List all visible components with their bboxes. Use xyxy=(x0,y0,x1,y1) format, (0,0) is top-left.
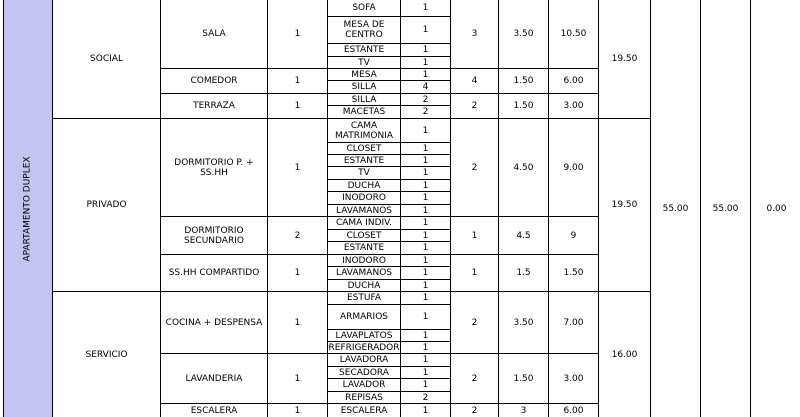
furniture-qty[interactable]: 1 xyxy=(400,142,451,155)
furniture-item[interactable]: SILLA xyxy=(327,80,401,94)
furniture-qty[interactable]: 1 xyxy=(400,291,451,305)
space-name[interactable]: DORMITORIO SECUNDARIO xyxy=(160,216,268,255)
space-area[interactable]: 6.00 xyxy=(548,403,599,417)
space-users[interactable]: 1 xyxy=(267,291,328,354)
furniture-qty[interactable]: 1 xyxy=(400,118,451,143)
furniture-qty[interactable]: 1 xyxy=(400,304,451,330)
space-index[interactable]: 3.50 xyxy=(498,0,549,69)
space-index[interactable]: 3.50 xyxy=(498,291,549,354)
furniture-item[interactable]: REFRIGERADOR xyxy=(328,342,400,353)
space-people[interactable]: 2 xyxy=(450,403,499,417)
furniture-qty[interactable]: 1 xyxy=(400,43,451,57)
furniture-qty[interactable]: 1 xyxy=(400,56,451,69)
furniture-item[interactable]: SECADORA xyxy=(327,366,401,379)
furniture-item[interactable]: LAVADORA xyxy=(327,353,401,367)
space-area[interactable]: 3.00 xyxy=(548,353,599,404)
space-users[interactable]: 1 xyxy=(267,93,328,119)
furniture-item[interactable]: DUCHA xyxy=(327,279,401,292)
furniture-item[interactable]: TV xyxy=(327,56,401,69)
total-cell-1[interactable]: 55.00 xyxy=(650,0,701,417)
furniture-item[interactable]: LAVAMANOS xyxy=(327,266,401,280)
furniture-qty[interactable]: 2 xyxy=(400,105,451,119)
furniture-item[interactable]: CAMA INDIV. xyxy=(327,216,401,230)
space-people[interactable]: 2 xyxy=(450,291,499,354)
furniture-qty[interactable]: 1 xyxy=(400,329,451,342)
space-users[interactable]: 1 xyxy=(267,68,328,94)
space-people[interactable]: 4 xyxy=(450,68,499,94)
zone-total[interactable]: 19.50 xyxy=(598,118,651,292)
furniture-item[interactable]: ARMARIOS xyxy=(327,304,401,330)
furniture-item[interactable]: SILLA xyxy=(327,93,401,106)
unit-label-cell[interactable] xyxy=(3,0,53,417)
space-area[interactable]: 3.00 xyxy=(548,93,599,119)
furniture-item[interactable]: LAVADOR xyxy=(327,378,401,392)
furniture-qty[interactable]: 1 xyxy=(400,166,451,180)
space-index[interactable]: 1.50 xyxy=(498,353,549,404)
space-area[interactable]: 9 xyxy=(548,216,599,255)
furniture-item[interactable]: CLOSET xyxy=(327,142,401,155)
space-index[interactable]: 4.50 xyxy=(498,118,549,217)
furniture-item[interactable]: CLOSET xyxy=(327,229,401,242)
furniture-qty[interactable]: 1 xyxy=(400,0,451,17)
furniture-item[interactable]: TV xyxy=(327,166,401,180)
furniture-item[interactable]: INODORO xyxy=(327,191,401,205)
space-people[interactable]: 1 xyxy=(450,254,499,292)
furniture-qty[interactable]: 1 xyxy=(400,241,451,255)
furniture-qty[interactable]: 1 xyxy=(400,204,451,217)
furniture-qty[interactable]: 1 xyxy=(400,366,451,379)
space-people[interactable]: 2 xyxy=(450,353,499,404)
space-people[interactable]: 1 xyxy=(450,216,499,255)
space-name[interactable]: SS.HH COMPARTIDO xyxy=(160,254,268,292)
furniture-item[interactable]: DUCHA xyxy=(327,179,401,192)
space-name[interactable]: DORMITORIO P. + SS.HH xyxy=(160,118,268,217)
total-cell-2[interactable]: 55.00 xyxy=(700,0,751,417)
furniture-item[interactable]: ESCALERA xyxy=(327,403,401,417)
space-name[interactable]: ESCALERA xyxy=(160,403,268,417)
space-name[interactable]: SALA xyxy=(160,0,268,69)
space-index[interactable]: 1.5 xyxy=(498,254,549,292)
zone-total[interactable]: 19.50 xyxy=(598,0,651,119)
space-area[interactable]: 7.00 xyxy=(548,291,599,354)
furniture-qty[interactable]: 1 xyxy=(400,16,451,44)
furniture-item[interactable]: SOFA xyxy=(327,0,401,17)
space-area[interactable]: 10.50 xyxy=(548,0,599,69)
space-index[interactable]: 1.50 xyxy=(498,93,549,119)
unit-label: APARTAMENTO DUPLEX xyxy=(23,156,34,262)
furniture-item[interactable]: MESA DE CENTRO xyxy=(327,16,401,44)
furniture-qty[interactable]: 1 xyxy=(400,191,451,205)
space-users[interactable]: 1 xyxy=(267,0,328,69)
space-users[interactable]: 1 xyxy=(267,403,328,417)
furniture-item[interactable]: INODORO xyxy=(327,254,401,267)
furniture-qty[interactable]: 1 xyxy=(400,254,451,267)
furniture-item[interactable]: LAVAMANOS xyxy=(327,204,401,217)
furniture-item[interactable]: LAVAPLATOS xyxy=(327,329,401,342)
furniture-qty[interactable]: 1 xyxy=(400,216,451,230)
space-name[interactable]: COCINA + DESPENSA xyxy=(160,291,268,354)
furniture-qty[interactable]: 2 xyxy=(400,391,451,404)
furniture-item[interactable]: CAMA MATRIMONIA xyxy=(327,118,401,143)
furniture-item[interactable]: MESA xyxy=(327,68,401,81)
space-users[interactable]: 1 xyxy=(267,353,328,404)
space-index[interactable]: 3 xyxy=(498,403,549,417)
furniture-qty[interactable]: 1 xyxy=(400,179,451,192)
space-people[interactable]: 2 xyxy=(450,93,499,119)
zone-total[interactable]: 16.00 xyxy=(598,291,651,417)
space-users[interactable]: 1 xyxy=(267,118,328,217)
furniture-qty[interactable]: 1 xyxy=(400,229,451,242)
space-index[interactable]: 4.5 xyxy=(498,216,549,255)
furniture-item[interactable]: ESTANTE xyxy=(327,241,401,255)
space-users[interactable]: 1 xyxy=(267,254,328,292)
space-area[interactable]: 1.50 xyxy=(548,254,599,292)
furniture-qty[interactable]: 1 xyxy=(400,279,451,292)
furniture-qty[interactable]: 1 xyxy=(400,266,451,280)
space-users[interactable]: 2 xyxy=(267,216,328,255)
zone-name[interactable]: PRIVADO xyxy=(52,118,161,292)
space-index[interactable]: 1.50 xyxy=(498,68,549,94)
furniture-qty[interactable]: 1 xyxy=(400,341,451,354)
furniture-item[interactable]: MACETAS xyxy=(327,105,401,119)
space-people[interactable]: 2 xyxy=(450,118,499,217)
space-area[interactable]: 6.00 xyxy=(548,68,599,94)
furniture-qty[interactable]: 1 xyxy=(400,403,451,417)
furniture-item[interactable]: REPISAS xyxy=(327,391,401,404)
furniture-item[interactable]: ESTANTE xyxy=(327,154,401,167)
space-name[interactable]: TERRAZA xyxy=(160,93,268,119)
furniture-qty[interactable]: 1 xyxy=(400,154,451,167)
furniture-qty[interactable]: 1 xyxy=(400,68,451,81)
space-people[interactable]: 3 xyxy=(450,0,499,69)
total-cell-3[interactable]: 0.00 xyxy=(750,0,800,417)
furniture-item[interactable]: ESTANTE xyxy=(327,43,401,57)
zone-name[interactable]: SOCIAL xyxy=(52,0,161,119)
furniture-qty[interactable]: 2 xyxy=(400,93,451,106)
furniture-qty[interactable]: 4 xyxy=(400,80,451,94)
space-name[interactable]: COMEDOR xyxy=(160,68,268,94)
space-name[interactable]: LAVANDERIA xyxy=(160,353,268,404)
furniture-item[interactable]: ESTUFA xyxy=(327,291,401,305)
space-area[interactable]: 9.00 xyxy=(548,118,599,217)
zone-name[interactable]: SERVICIO xyxy=(52,291,161,417)
furniture-qty[interactable]: 1 xyxy=(400,378,451,392)
furniture-qty[interactable]: 1 xyxy=(400,353,451,367)
